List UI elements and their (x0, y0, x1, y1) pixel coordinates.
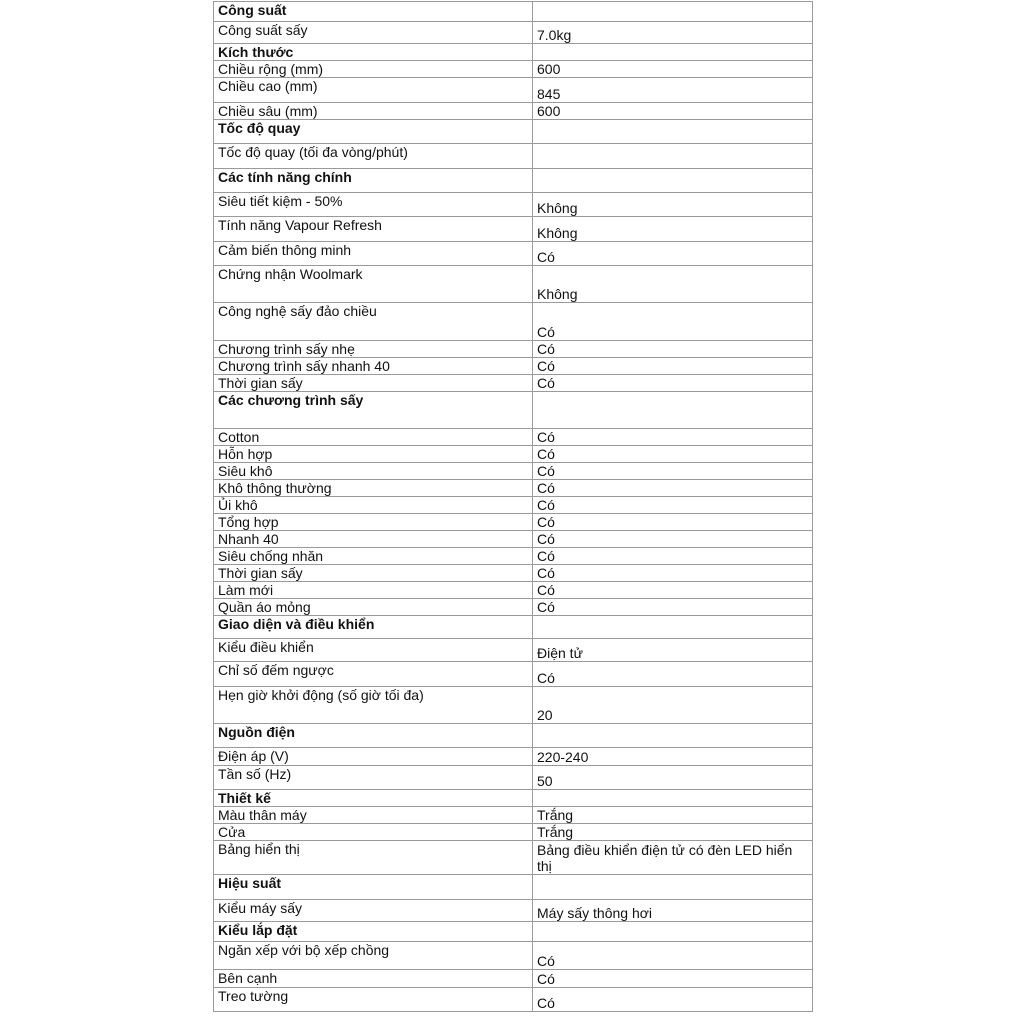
spec-row (214, 766, 813, 790)
spec-row (214, 900, 813, 922)
spec-label: Màu thân máy (214, 807, 533, 824)
spec-value: 220-240 (533, 748, 813, 766)
spec-label: Điện áp (V) (214, 748, 533, 766)
spec-label: Siêu tiết kiệm - 50% (214, 193, 533, 217)
spec-label: Bên cạnh (214, 970, 533, 988)
spec-value: Điện tử (533, 639, 813, 662)
spec-value: 845 (533, 78, 813, 103)
spec-value (533, 169, 813, 193)
section-header-row (214, 120, 813, 144)
section-title: Kiểu lắp đặt (214, 922, 533, 942)
spec-value (533, 922, 813, 942)
section-title: Nguồn điện (214, 724, 533, 748)
spec-label: Siêu khô (214, 463, 533, 480)
section-header-row (214, 875, 813, 900)
spec-label: Cotton (214, 429, 533, 446)
spec-value (533, 724, 813, 748)
spec-value: Có (533, 358, 813, 375)
spec-value: Có (533, 429, 813, 446)
section-header-row (214, 392, 813, 429)
spec-value: Có (533, 480, 813, 497)
spec-value: 7.0kg (533, 22, 813, 44)
spec-row (214, 942, 813, 970)
spec-value (533, 616, 813, 639)
spec-value: Có (533, 497, 813, 514)
spec-row (214, 480, 813, 497)
section-header-row (214, 44, 813, 61)
spec-label: Tần số (Hz) (214, 766, 533, 790)
section-header-row (214, 169, 813, 193)
spec-row (214, 22, 813, 44)
section-header-row (214, 724, 813, 748)
spec-row (214, 78, 813, 103)
spec-label: Bảng hiển thị (214, 841, 533, 875)
section-header-row (214, 2, 813, 22)
spec-label: Tốc độ quay (tối đa vòng/phút) (214, 144, 533, 169)
spec-value: Có (533, 565, 813, 582)
spec-value: Không (533, 266, 813, 303)
section-title: Các chương trình sấy (214, 392, 533, 429)
spec-value: Có (533, 463, 813, 480)
spec-value (533, 392, 813, 429)
spec-row (214, 103, 813, 120)
spec-label: Ngăn xếp với bộ xếp chồng (214, 942, 533, 970)
spec-row (214, 375, 813, 392)
spec-value: Có (533, 446, 813, 463)
spec-label: Treo tường (214, 988, 533, 1012)
spec-label: Tổng hợp (214, 514, 533, 531)
spec-row (214, 988, 813, 1012)
spec-label: Hẹn giờ khởi động (số giờ tối đa) (214, 687, 533, 724)
spec-value (533, 120, 813, 144)
spec-label: Chiều rộng (mm) (214, 61, 533, 78)
spec-value: 600 (533, 61, 813, 78)
spec-table (213, 1, 813, 1012)
section-title: Giao diện và điều khiển (214, 616, 533, 639)
spec-row (214, 748, 813, 766)
spec-label: Thời gian sấy (214, 565, 533, 582)
spec-row (214, 514, 813, 531)
spec-label: Công nghệ sấy đảo chiều (214, 303, 533, 341)
spec-label: Kiểu máy sấy (214, 900, 533, 922)
spec-value (533, 44, 813, 61)
spec-row (214, 662, 813, 687)
section-title: Kích thước (214, 44, 533, 61)
spec-label: Chương trình sấy nhanh 40 (214, 358, 533, 375)
section-title: Công suất (214, 2, 533, 22)
spec-value: Có (533, 662, 813, 687)
spec-value: Bảng điều khiển điện tử có đèn LED hiển thị (533, 841, 813, 875)
spec-value: Có (533, 582, 813, 599)
spec-label: Công suất sấy (214, 22, 533, 44)
spec-value: Có (533, 303, 813, 341)
spec-value: Có (533, 942, 813, 970)
spec-value: 50 (533, 766, 813, 790)
section-header-row (214, 790, 813, 807)
spec-value: Có (533, 531, 813, 548)
spec-row (214, 446, 813, 463)
spec-label: Làm mới (214, 582, 533, 599)
spec-label: Chiều cao (mm) (214, 78, 533, 103)
spec-label: Cửa (214, 824, 533, 841)
spec-value: 600 (533, 103, 813, 120)
section-title: Hiệu suất (214, 875, 533, 900)
spec-row (214, 565, 813, 582)
section-header-row (214, 616, 813, 639)
spec-value: Có (533, 242, 813, 266)
spec-row (214, 144, 813, 169)
spec-label: Hỗn hợp (214, 446, 533, 463)
spec-row (214, 429, 813, 446)
spec-label: Nhanh 40 (214, 531, 533, 548)
spec-row (214, 61, 813, 78)
spec-row (214, 497, 813, 514)
section-title: Tốc độ quay (214, 120, 533, 144)
spec-row (214, 807, 813, 824)
spec-value (533, 790, 813, 807)
spec-value: Có (533, 599, 813, 616)
spec-value: Trắng (533, 807, 813, 824)
spec-label: Thời gian sấy (214, 375, 533, 392)
spec-row (214, 303, 813, 341)
spec-value (533, 144, 813, 169)
spec-value: Trắng (533, 824, 813, 841)
spec-row (214, 217, 813, 242)
spec-value: Không (533, 193, 813, 217)
spec-row (214, 548, 813, 565)
spec-value: Có (533, 970, 813, 988)
spec-row (214, 824, 813, 841)
spec-label: Chứng nhận Woolmark (214, 266, 533, 303)
spec-label: Chương trình sấy nhẹ (214, 341, 533, 358)
spec-label: Quần áo mỏng (214, 599, 533, 616)
section-header-row (214, 922, 813, 942)
spec-label: Chỉ số đếm ngược (214, 662, 533, 687)
spec-row (214, 841, 813, 875)
spec-value: 20 (533, 687, 813, 724)
spec-value: Máy sấy thông hơi (533, 900, 813, 922)
spec-label: Khô thông thường (214, 480, 533, 497)
spec-label: Tính năng Vapour Refresh (214, 217, 533, 242)
section-title: Thiết kế (214, 790, 533, 807)
spec-row (214, 970, 813, 988)
spec-value: Có (533, 341, 813, 358)
spec-row (214, 242, 813, 266)
section-title: Các tính năng chính (214, 169, 533, 193)
spec-row (214, 266, 813, 303)
spec-row (214, 358, 813, 375)
spec-label: Kiểu điều khiển (214, 639, 533, 662)
spec-value: Không (533, 217, 813, 242)
spec-value: Có (533, 514, 813, 531)
spec-label: Chiều sâu (mm) (214, 103, 533, 120)
spec-value (533, 2, 813, 22)
spec-row (214, 531, 813, 548)
spec-table-body (214, 2, 813, 1012)
spec-label: Cảm biến thông minh (214, 242, 533, 266)
spec-row (214, 193, 813, 217)
spec-row (214, 687, 813, 724)
spec-row (214, 599, 813, 616)
spec-label: Siêu chống nhăn (214, 548, 533, 565)
spec-value (533, 875, 813, 900)
spec-row (214, 639, 813, 662)
spec-row (214, 463, 813, 480)
spec-label: Ủi khô (214, 497, 533, 514)
spec-value: Có (533, 548, 813, 565)
spec-row (214, 582, 813, 599)
spec-value: Có (533, 375, 813, 392)
spec-value: Có (533, 988, 813, 1012)
spec-row (214, 341, 813, 358)
